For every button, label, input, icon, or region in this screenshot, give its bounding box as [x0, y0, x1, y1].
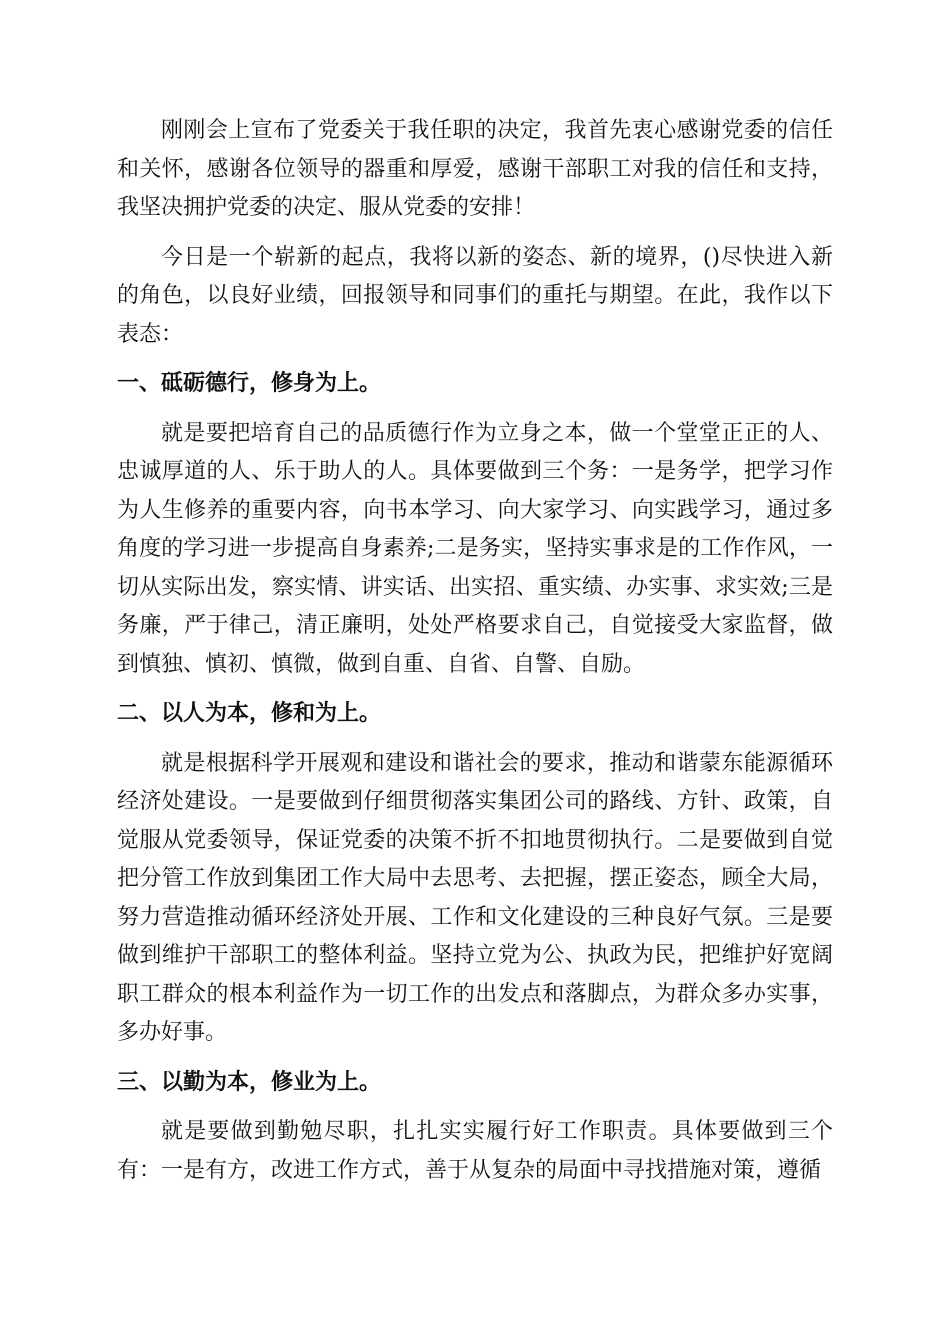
- paragraph-section-2: 就是根据科学开展观和建设和谐社会的要求，推动和谐蒙东能源循环经济处建设。一是要做到仔细贯彻落实集团公司的路线、方针、政策，自觉服从党委领导，保证党委的决策不折不扣地贯彻执行。二是要做到自觉把分管工作放到集团工作大局中去思考、去把握，摆正姿态，顾全大局，努力营造推动循环经济处开展、工作和文化建设的三种良好气氛。三是要做到维护干部职工的整体利益。坚持立党为公、执政为民，把维护好宽阔职工群众的根本利益作为一切工作的出发点和落脚点，为群众多办实事，多办好事。: [117, 750, 833, 1045]
- paragraph-gap: [117, 354, 833, 365]
- section-heading-1: 一、砥砺德行，修身为上。: [117, 371, 382, 396]
- paragraph-gap: [117, 1053, 833, 1064]
- paragraph-gap: [117, 404, 833, 415]
- paragraph-section-3: 就是要做到勤勉尽职，扎扎实实履行好工作职责。具体要做到三个有：一是有方，改进工作方式，善于从复杂的局面中寻找措施对策，遵循: [117, 1119, 833, 1183]
- paragraph-statement: 今日是一个崭新的起点，我将以新的姿态、新的境界，()尽快进入新的角色，以良好业绩，回报领导和同事们的重托与期望。在此，我作以下表态：: [117, 244, 833, 347]
- paragraph-gap: [117, 1102, 833, 1113]
- paragraph-gap: [117, 684, 833, 695]
- paragraph-gap: [117, 734, 833, 745]
- paragraph-gap: [117, 228, 833, 239]
- paragraph-intro: 刚刚会上宣布了党委关于我任职的决定，我首先衷心感谢党委的信任和关怀，感谢各位领导的器重和厚爱，感谢干部职工对我的信任和支持，我坚决拥护党委的决定、服从党委的安排！: [117, 118, 833, 220]
- section-heading-2: 二、以人为本，修和为上。: [117, 701, 382, 726]
- document-page: [117, 112, 833, 1190]
- paragraph-section-1: 就是要把培育自己的品质德行作为立身之本，做一个堂堂正正的人、忠诚厚道的人、乐于助人的人。具体要做到三个务：一是务学，把学习作为人生修养的重要内容，向书本学习、向大家学习、向实践学习，通过多角度的学习进一步提高自身素养;二是务实，坚持实事求是的工作作风，一切从实际出发，察实情、讲实话、出实招、重实绩、办实事、求实效;三是务廉，严于律己，清正廉明，处处严格要求自己，自觉接受大家监督，做到慎独、慎初、慎微，做到自重、自省、自警、自励。: [117, 420, 833, 677]
- section-heading-3: 三、以勤为本，修业为上。: [117, 1069, 382, 1095]
